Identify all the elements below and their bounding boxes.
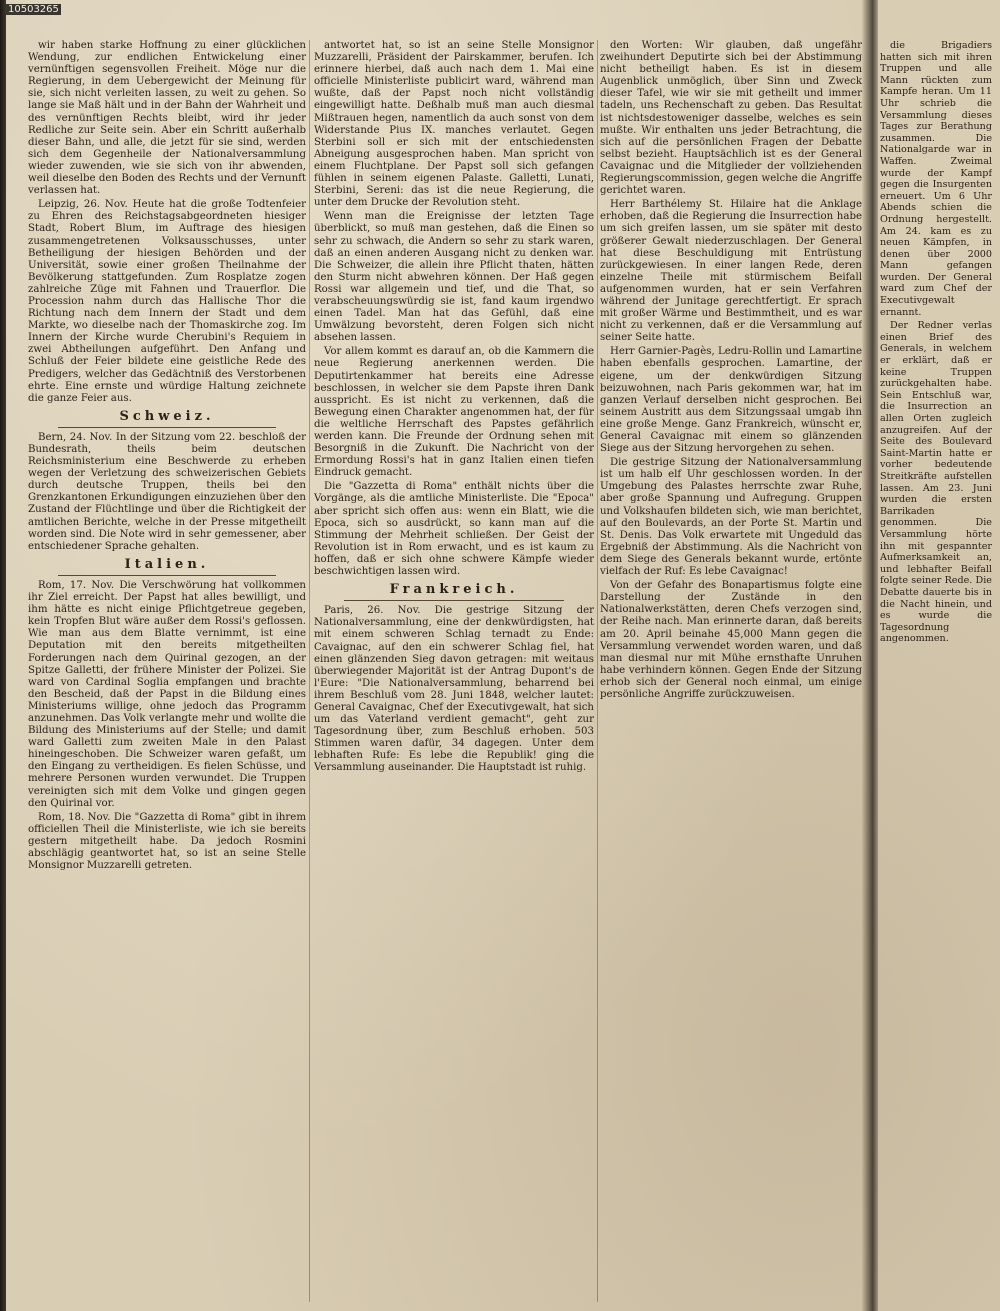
section-heading-frankreich: Frankreich. bbox=[389, 582, 519, 598]
article-rom: Rom, 17. Nov. Die Verschwörung hat vollkommen ihr Ziel erreicht. Der Papst hat alles bewilligt, und ihm hätte es nicht einige Pflichtgetreue gegeben, kein Tropfen Blut wäre außer dem Rossi's geflossen. Wie man aus dem Blatte vernimmt, ist eine Deputation mit den bereits mitgetheilten Forderungen nach dem Quirinal gezogen, an der Spitze Galletti, der frühere Minister der Polizei. Sie ward von Cardinal Soglia empfangen und brachte den Bescheid, daß der Papst in die Bildung eines Ministeriums willige, ohne jedoch das Programm anzunehmen. Das Volk verlangte mehr und wollte die Bildung des Ministeriums auf der Stelle; und damit ward Galletti zum zweiten Male in den Palast hineingeschoben. Die Schweizer waren gefaßt, um den Eingang zu vertheidigen. Es fielen Schüsse, und mehrere Personen wurden verwundet. Die Truppen vereinigten sich mit dem Volke und gingen gegen den Quirinal vor. bbox=[28, 579, 306, 809]
scan-id-label: 10503265 bbox=[8, 4, 59, 15]
article-paragraph: Der Redner verlas einen Brief des Generals, in welchem er erklärt, daß er keine Truppen zurückgehalten habe. Sein Entschluß war, die Insurrection an allen Orten zugleich anzugreifen. Auf der Seite des Boulevard Saint-Martin hatte er vorher bedeutende Streitkräfte aufstellen lassen. Am 23. Juni wurden die ersten Barrikaden genommen. Die Versammlung hörte ihn mit gespannter Aufmerksamkeit an, und lebhafter Beifall folgte seiner Rede. Die Debatte dauerte bis in die Nacht hinein, und es wurde die Tagesordnung angenommen. bbox=[880, 320, 992, 645]
section-divider bbox=[58, 575, 276, 576]
section-divider bbox=[344, 600, 564, 601]
column-1 bbox=[28, 40, 306, 1302]
article-leipzig: Leipzig, 26. Nov. Heute hat die große Todtenfeier zu Ehren des Reichstagsabgeordneten hiesiger Stadt, Robert Blum, im Auftrage des hiesigen zusammengetretenen Volksausschusses, unter Betheiligung der hiesigen Behörden und der Universität, sowie einer großen Theilnahme der Bevölkerung stattgefunden. Zum Rosplatze zogen zahlreiche Züge mit Fahnen und Trauerflor. Die Procession nahm durch das Hallische Thor die Richtung nach dem Innern der Stadt und dem Markte, wo dieselbe nach der Thomaskirche zog. Im Innern der Kirche wurde Cherubini's Requiem in zwei Abtheilungen aufgeführt. Den Anfang und Schluß der Feier bildete eine geistliche Rede des Predigers, welcher das Gedächtniß des Verstorbenen ehrte. Eine ernste und würdige Haltung zeichnete die ganze Feier aus. bbox=[28, 199, 306, 404]
article-paragraph: Die gestrige Sitzung der Nationalversammlung ist um halb elf Uhr geschlossen worden. In der Umgebung des Palastes herrschte zwar Ruhe, aber große Spannung und Aufregung. Gruppen und Volkshaufen bildeten sich, wie man berichtet, auf den Boulevards, an der Porte St. Martin und St. Denis. Das Volk erwartete mit Ungeduld das Ergebniß der Abstimmung. Als die Nachricht von dem Siege des Generals bekannt wurde, ertönte vielfach der Ruf: Es lebe Cavaignac! bbox=[600, 457, 862, 578]
article-paragraph: Die "Gazzetta di Roma" enthält nichts über die Vorgänge, als die amtliche Ministerliste. Die "Epoca" aber spricht sich offen aus: wenn ein Blatt, wie die Epoca, sich so ausdrückt, so kann man auf die Stimmung der Mehrheit schließen. Der Geist der Revolution ist in Rom erwacht, und es ist kaum zu hoffen, daß er sich ohne schwere Kämpfe wieder beschwichtigen lassen wird. bbox=[314, 481, 594, 578]
article-paris: Paris, 26. Nov. Die gestrige Sitzung der Nationalversammlung, eine der denkwürdigsten, hat mit einem schweren Schlag ternadt zu Ende: Cavaignac, auf den ein schwerer Schlag fiel, hat einen glänzenden Sieg davon getragen: mit weitaus überwiegender Majorität ist der Antrag Dupont's de l'Eure: "Die Nationalversammlung, beharrend bei ihrem Beschluß vom 28. Juni 1848, welcher lautet: General Cavaignac, Chef der Executivgewalt, hat sich um das Vaterland verdient gemacht", geht zur Tagesordnung über, zum Beschluß erhoben. 503 Stimmen waren dafür, 34 dagegen. Unter dem lebhaften Rufe: Es lebe die Republik! ging die Versammlung auseinander. Die Hauptstadt ist ruhig. bbox=[314, 605, 594, 774]
column-3 bbox=[600, 40, 862, 1302]
section-divider bbox=[58, 427, 276, 428]
page-fold-shadow bbox=[862, 0, 878, 1311]
article-paragraph: Wenn man die Ereignisse der letzten Tage überblickt, so muß man gestehen, daß die Einen so sehr zu schwach, die Andern so sehr zu stark waren, daß an einen anderen Ausgang nicht zu denken war. Die Schweizer, die allein ihre Pflicht thaten, hätten den Sturm nicht abwehren können. Der Haß gegen Rossi war allgemein und tief, und die That, so verabscheuungswürdig sie ist, fand kaum irgendwo einen Tadel. Man hat das Gefühl, daß eine Umwälzung bevorsteht, deren Folgen sich nicht absehen lassen. bbox=[314, 211, 594, 344]
article-paragraph: wir haben starke Hoffnung zu einer glücklichen Wendung, zur endlichen Entwickelung einer vernünftigen segensvollen Freiheit. Möge nur die Regierung, in dem Uebergewicht der Meinung für sie, sich nicht verleiten lassen, zu weit zu gehen. So lange sie Maß hält und in der Bahn der Wahrheit und des vernünftigen Rechts bleibt, wird ihr jeder Redliche zur Seite sein. Aber ein Schritt außerhalb dieser Bahn, und alle, die jetzt für sie sind, werden sich dem Gegenheile der Nationalversammlung wieder zuwenden, wie sie sich von ihr abwenden, weil dieselbe den Boden des Rechts und der Vernunft verlassen hat. bbox=[28, 40, 306, 197]
article-rom-2: Rom, 18. Nov. Die "Gazzetta di Roma" gibt in ihrem officiellen Theil die Ministerliste, wie ich sie bereits gestern mitgetheilt habe. Da jedoch Rosmini abschlägig geantwortet hat, so ist an seine Stelle Monsignor Muzzarelli getreten. bbox=[28, 811, 306, 872]
column-4-next-page bbox=[880, 40, 992, 1302]
section-heading-italien: Italien. bbox=[124, 556, 210, 572]
column-rule bbox=[597, 40, 598, 1302]
article-paragraph: die Brigadiers hatten sich mit ihren Truppen und alle Mann rückten zum Kampfe heran. Um 11 Uhr schrieb die Versammlung dieses Tages zur Berathung zusammen. Die Nationalgarde war in Waffen. Zweimal wurde der Kampf gegen die Insurgenten erneuert. Um 6 Uhr Abends schien die Ordnung hergestellt. Am 24. kam es zu neuen Kämpfen, in denen über 2000 Mann gefangen wurden. Der General ward zum Chef der Executivgewalt ernannt. bbox=[880, 40, 992, 318]
column-2 bbox=[314, 40, 594, 1302]
article-paragraph: Vor allem kommt es darauf an, ob die Kammern die neue Regierung anerkennen werden. Die Deputirtenkammer hat bereits eine Adresse beschlossen, in welcher sie dem Papste ihren Dank ausspricht. Es ist nicht zu verkennen, daß die Bewegung einen Charakter angenommen hat, der für die weltliche Herrschaft des Papstes gefährlich werden kann. Die Freunde der Ordnung sehen mit Besorgniß in die Zukunft. Die Nachricht von der Ermordung Rossi's hat in ganz Italien einen tiefen Eindruck gemacht. bbox=[314, 346, 594, 479]
article-paragraph: Herr Garnier-Pagès, Ledru-Rollin und Lamartine haben ebenfalls gesprochen. Lamartine, der eigene, um der denkwürdigen Sitzung beizuwohnen, nach Paris gekommen war, hat im ganzen Verlauf derselben nicht gesprochen. Bei seinem Austritt aus dem Sitzungssaal umgab ihn eine große Menge. Ganz Frankreich, wünscht er, General Cavaignac mit einem so glänzenden Siege aus der Sitzung hervorgehen zu sehen. bbox=[600, 346, 862, 455]
article-bern: Bern, 24. Nov. In der Sitzung vom 22. beschloß der Bundesrath, theils beim deutschen Reichsministerium eine Beschwerde zu erheben wegen der Verletzung des schweizerischen Gebiets durch deutsche Truppen, theils bei den Grenzkantonen Erkundigungen einzuziehen über den Zustand der Flüchtlinge und über die Richtigkeit der amtlichen Berichte, welche in der Presse mitgetheilt worden sind. Die Note wird in sehr gemessener, aber entschiedener Sprache gehalten. bbox=[28, 431, 306, 552]
section-heading-schweiz: Schweiz. bbox=[119, 408, 215, 424]
article-paragraph: Von der Gefahr des Bonapartismus folgte eine Darstellung der Zustände in den Nationalwerkstätten, deren Chefs verzogen sind, der Reihe nach. Man erinnerte daran, daß bereits am 20. April beinahe 45,000 Mann gegen die Versammlung verwendet worden waren, und daß man diesmal nur mit Mühe ernsthafte Unruhen habe verhindern können. Gegen Ende der Sitzung erhob sich der General noch einmal, um einige persönliche Angriffe zurückzuweisen. bbox=[600, 580, 862, 700]
article-paragraph: den Worten: Wir glauben, daß ungefähr zweihundert Deputirte sich bei der Abstimmung nicht betheiligt haben. Es ist in diesem Augenblick unmöglich, über Sinn und Zweck dieser Tafel, wie wir sie mit getheilt und immer tadeln, uns Rechenschaft zu geben. Das Resultat ist nichtsdestoweniger dasselbe, welches es sein mußte. Wir enthalten uns jeder Betrachtung, die sich auf die persönlichen Fragen der Debatte selbst bezieht. Hauptsächlich ist es der General Cavaignac und die Mitglieder der vollziehenden Regierungscommission, gegen welche die Angriffe gerichtet waren. bbox=[600, 40, 862, 197]
article-paragraph: antwortet hat, so ist an seine Stelle Monsignor Muzzarelli, Präsident der Pairskammer, berufen. Ich erinnere hierbei, daß auch nach dem 1. Mai eine officielle Ministerliste publicirt ward, während man wußte, daß der Papst noch nicht vollständig eingewilligt hatte. Deßhalb muß man auch diesmal Mißtrauen hegen, namentlich da auch sonst von dem Widerstande Pius IX. manches verlautet. Gegen Sterbini soll er sich mit der entschiedensten Abneigung ausgesprochen haben. Man spricht von einem Fluchtplane. Der Papst soll sich gefangen fühlen in seinem eigenen Palaste. Galletti, Lunati, Sterbini, Sereni: das ist die neue Regierung, die unter dem Drucke der Revolution steht. bbox=[314, 40, 594, 209]
column-rule bbox=[309, 40, 310, 1302]
article-paragraph: Herr Barthélemy St. Hilaire hat die Anklage erhoben, daß die Regierung die Insurrection habe um sich greifen lassen, um sie später mit desto größerer Gewalt niederzuschlagen. Der General hat diese Beschuldigung mit Entrüstung zurückgewiesen. In einer langen Rede, deren einzelne Theile mit stürmischem Beifall aufgenommen wurden, hat er sein Verfahren während der Junitage gerechtfertigt. Er sprach mit großer Wärme und Bestimmtheit, und es war nicht zu verkennen, daß er die Versammlung auf seiner Seite hatte. bbox=[600, 199, 862, 344]
